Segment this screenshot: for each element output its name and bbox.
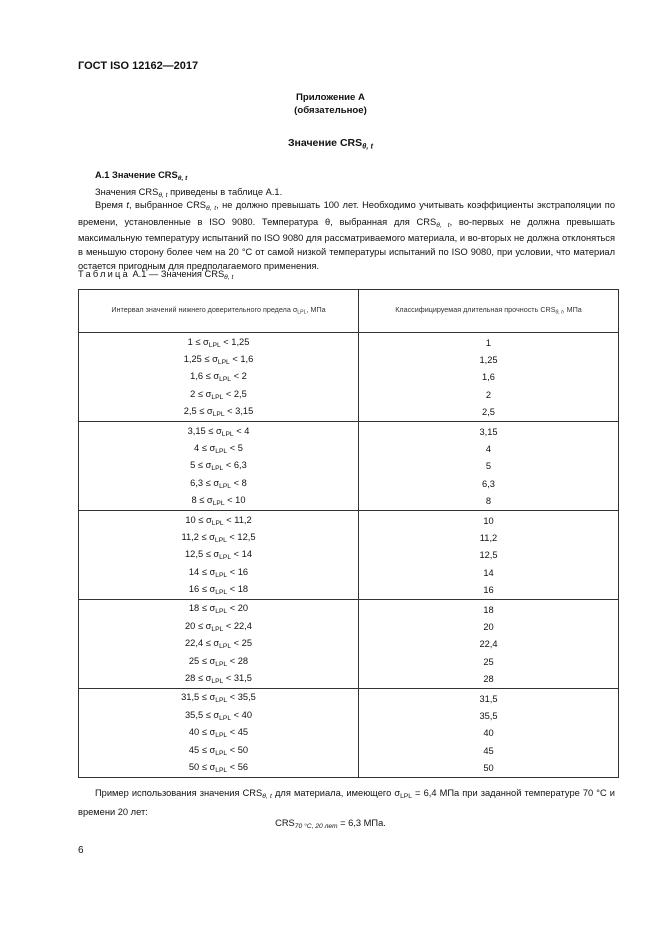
interval-cell [79, 707, 359, 724]
table-row [79, 440, 619, 457]
interval-cell [79, 421, 359, 440]
sigma-symbol: σ [206, 495, 213, 506]
crs-value-cell: 16 [359, 581, 619, 599]
interval-cell [79, 725, 359, 742]
annex-title: Приложение А [296, 92, 365, 103]
interval-lower: 22,4 ≤ [185, 638, 214, 649]
para1-text-a: Значения CRS [95, 187, 159, 197]
crs-value-cell: 4 [359, 440, 619, 457]
sigma-symbol: σ [209, 744, 216, 755]
table-row [79, 707, 619, 724]
crs-value-cell: 1 [359, 333, 619, 352]
example-sub1: θ, t [262, 793, 272, 801]
table-row [79, 636, 619, 653]
interval-upper: < 5 [227, 442, 243, 453]
interval-cell [79, 670, 359, 688]
interval-upper: < 14 [231, 549, 252, 560]
crs-value-cell: 3,15 [359, 421, 619, 440]
para2-text-c: , не должно превышать 100 лет. Необходимо учитывать коэффициенты экстраполяции по времени, установленные в ISO 9080. Температура θ, выбранная для CRS [78, 200, 616, 227]
interval-lower: 1,25 ≤ [183, 354, 213, 365]
subsection-title-sub: θ, t [177, 175, 188, 183]
interval-lower: 50 ≤ [188, 762, 210, 772]
crs-value-cell: 1,6 [359, 369, 619, 386]
interval-upper: < 22,4 [223, 620, 252, 631]
sigma-subscript: LPL [211, 626, 224, 634]
interval-upper: < 3,15 [224, 406, 254, 417]
sigma-symbol: σ [205, 673, 212, 684]
sigma-symbol: σ [213, 549, 220, 560]
sigma-symbol: σ [209, 655, 216, 666]
interval-upper: < 31,5 [223, 673, 252, 684]
interval-cell [79, 440, 359, 457]
interval-cell [79, 475, 359, 492]
sigma-subscript: LPL [219, 376, 232, 384]
col2-header-text: Классифицируемая длительная прочность CRS [395, 304, 556, 314]
sigma-subscript: LPL [211, 393, 224, 401]
interval-upper: < 1,6 [229, 354, 254, 365]
sigma-subscript: LPL [212, 500, 225, 508]
interval-cell [79, 688, 359, 707]
interval-lower: 31,5 ≤ [181, 692, 210, 703]
sigma-symbol: σ [203, 336, 209, 347]
table-row [79, 333, 619, 352]
sigma-subscript: LPL [215, 732, 228, 740]
table-row [79, 688, 619, 707]
interval-lower: 14 ≤ [188, 566, 210, 577]
interval-upper: < 2,5 [223, 388, 247, 399]
interval-upper: < 8 [231, 477, 247, 488]
sigma-symbol: σ [209, 727, 216, 738]
interval-lower: 3,15 ≤ [187, 425, 216, 436]
col1-header-text: Интервал значений нижнего доверительного предела σ [111, 304, 298, 314]
formula-base: CRS [275, 818, 295, 828]
table-row [79, 421, 619, 440]
table-caption-sub: θ, t [224, 274, 234, 282]
interval-upper: < 50 [227, 744, 249, 755]
interval-upper: < 16 [227, 566, 249, 577]
sigma-subscript: LPL [215, 571, 228, 579]
crs-value-cell: 8 [359, 493, 619, 511]
section-title-text: Значение CRS [287, 137, 363, 149]
col1-header-unit: , МПа [306, 304, 326, 314]
interval-upper: < 18 [227, 584, 249, 595]
interval-lower: 1,6 ≤ [190, 371, 214, 382]
table-row [79, 618, 619, 635]
interval-cell [79, 493, 359, 511]
interval-cell [79, 458, 359, 475]
interval-cell [79, 547, 359, 564]
example-text-c: = 6,4 МПа при заданной температуре 70 °С и времени 20 лет: [78, 788, 615, 817]
crs-value-cell: 5 [359, 458, 619, 475]
crs-table [78, 289, 619, 778]
sigma-symbol: σ [209, 442, 216, 453]
annex-heading [0, 92, 661, 117]
table-row [79, 458, 619, 475]
col2-header-sub: θ, t [555, 309, 563, 316]
sigma-symbol: σ [212, 354, 218, 365]
interval-lower: 6,3 ≤ [190, 477, 214, 488]
sigma-symbol: σ [205, 460, 212, 471]
table-row [79, 725, 619, 742]
example-paragraph [78, 786, 615, 819]
formula-rest: = 6,3 МПа. [337, 818, 386, 828]
interval-upper: < 28 [227, 655, 249, 666]
interval-cell [79, 653, 359, 670]
subsection-title-text: А.1 Значение CRS [95, 170, 178, 180]
sigma-subscript: LPL [215, 448, 228, 456]
interval-upper: < 35,5 [227, 692, 256, 703]
interval-upper: < 10 [224, 495, 246, 506]
crs-value-cell: 6,3 [359, 475, 619, 492]
sigma-subscript: LPL [208, 341, 221, 349]
example-text-b: для материала, имеющего σ [271, 788, 401, 798]
sigma-subscript: LPL [211, 465, 224, 473]
crs-value-cell: 22,4 [359, 636, 619, 653]
interval-upper: < 2 [231, 371, 247, 382]
sigma-subscript: LPL [221, 430, 234, 438]
sigma-symbol: σ [215, 425, 222, 436]
interval-cell [79, 618, 359, 635]
interval-lower: 20 ≤ [185, 620, 206, 631]
example-formula [0, 818, 661, 830]
interval-lower: 25 ≤ [188, 655, 210, 666]
table-row [79, 529, 619, 546]
interval-lower: 10 ≤ [185, 514, 206, 525]
table-row [79, 564, 619, 581]
paragraph-2 [78, 199, 615, 273]
interval-cell [79, 333, 359, 352]
table-row [79, 653, 619, 670]
crs-value-cell: 40 [359, 725, 619, 742]
para2-sub2: θ, t [436, 221, 450, 229]
example-sub2: LPL [400, 793, 412, 801]
crs-value-cell: 14 [359, 564, 619, 581]
sigma-symbol: σ [209, 566, 216, 577]
sigma-symbol: σ [205, 388, 212, 399]
interval-lower: 2 ≤ [190, 388, 206, 399]
interval-upper: < 56 [227, 762, 249, 772]
interval-lower: 4 ≤ [194, 442, 210, 453]
crs-value-cell: 25 [359, 653, 619, 670]
sigma-symbol: σ [209, 762, 216, 772]
interval-cell [79, 351, 359, 368]
table-body [79, 333, 619, 778]
standard-header: ГОСТ ISO 12162—2017 [78, 60, 199, 72]
sigma-subscript: LPL [219, 714, 232, 722]
interval-upper: < 12,5 [226, 531, 256, 542]
sigma-symbol: σ [206, 406, 213, 417]
interval-upper: < 4 [233, 425, 250, 436]
interval-cell [79, 404, 359, 422]
sigma-subscript: LPL [215, 608, 228, 616]
para2-text-a: Время [95, 200, 127, 210]
crs-value-cell: 35,5 [359, 707, 619, 724]
table-row [79, 493, 619, 511]
subsection-title [95, 170, 187, 182]
section-title [0, 137, 661, 150]
crs-value-cell: 12,5 [359, 547, 619, 564]
interval-lower: 18 ≤ [188, 603, 210, 614]
crs-value-cell: 20 [359, 618, 619, 635]
table-row [79, 670, 619, 688]
sigma-subscript: LPL [215, 589, 228, 597]
para1-text-b: приведены в таблице А.1. [167, 187, 283, 197]
sigma-subscript: LPL [215, 660, 228, 668]
table-row [79, 599, 619, 618]
sigma-symbol: σ [209, 603, 216, 614]
interval-upper: < 6,3 [223, 460, 247, 471]
table-caption-text: А.1 — Значения CRS [129, 269, 225, 279]
interval-cell [79, 386, 359, 403]
interval-cell [79, 599, 359, 618]
table-row [79, 581, 619, 599]
interval-lower: 40 ≤ [188, 727, 210, 738]
interval-upper: < 40 [231, 709, 252, 720]
interval-cell [79, 369, 359, 386]
interval-lower: 35,5 ≤ [185, 709, 214, 720]
col1-header [79, 290, 359, 333]
col2-header [359, 290, 619, 333]
table-caption [78, 269, 233, 281]
crs-value-cell: 1,25 [359, 351, 619, 368]
table-row [79, 547, 619, 564]
sigma-subscript: LPL [215, 767, 228, 775]
interval-lower: 8 ≤ [191, 495, 207, 506]
table-row [79, 742, 619, 759]
annex-status: (обязательное) [294, 104, 367, 116]
table-row [79, 510, 619, 529]
interval-lower: 5 ≤ [190, 460, 206, 471]
interval-cell [79, 564, 359, 581]
sigma-symbol: σ [209, 692, 216, 703]
sigma-symbol: σ [205, 620, 212, 631]
table-row [79, 351, 619, 368]
crs-value-cell: 10 [359, 510, 619, 529]
interval-upper: < 25 [231, 638, 252, 649]
interval-lower: 12,5 ≤ [185, 549, 214, 560]
sigma-symbol: σ [213, 371, 220, 382]
table-row [79, 404, 619, 422]
sigma-symbol: σ [205, 514, 212, 525]
interval-upper: < 45 [227, 727, 249, 738]
sigma-subscript: LPL [217, 359, 230, 367]
col2-header-unit: , МПа [562, 304, 582, 314]
interval-lower: 1 ≤ [187, 336, 204, 347]
sigma-subscript: LPL [219, 554, 232, 562]
interval-lower: 45 ≤ [188, 744, 210, 755]
sigma-symbol: σ [213, 709, 220, 720]
col1-header-sub: LPL [297, 309, 307, 316]
sigma-subscript: LPL [211, 678, 224, 686]
para2-text-d: , во-первых не должна превышать максимальную температуру испытаний по ISO 9080 для рассматриваемого материала, и во-вторых не должна отклоняться в меньшую сторону более чем на 20 °С от самой низкой температуры испытаний по ISO 9080, при условии, что материал остается пригодным для предполагаемого применения. [78, 216, 616, 271]
table-header-row [79, 290, 619, 333]
crs-value-cell: 28 [359, 670, 619, 688]
interval-lower: 28 ≤ [185, 673, 206, 684]
interval-upper: < 1,25 [220, 336, 250, 347]
sigma-subscript: LPL [215, 749, 228, 757]
para2-sub1: θ, t [206, 205, 217, 213]
interval-cell [79, 529, 359, 546]
sigma-subscript: LPL [219, 643, 232, 651]
interval-cell [79, 742, 359, 759]
sigma-subscript: LPL [214, 537, 227, 545]
interval-cell [79, 581, 359, 599]
interval-lower: 11,2 ≤ [181, 531, 210, 542]
crs-value-cell: 2,5 [359, 404, 619, 422]
table-row [79, 386, 619, 403]
table-row [79, 475, 619, 492]
table-row [79, 759, 619, 777]
crs-value-cell: 31,5 [359, 688, 619, 707]
section-title-sub: θ, t [362, 141, 374, 151]
sigma-symbol: σ [213, 477, 220, 488]
sigma-subscript: LPL [219, 482, 232, 490]
example-text-a: Пример использования значения CRS [95, 788, 263, 798]
interval-upper: < 20 [227, 603, 249, 614]
formula-sub: 70 °С, 20 лет [294, 823, 338, 831]
interval-cell [79, 636, 359, 653]
crs-value-cell: 50 [359, 759, 619, 777]
interval-cell [79, 510, 359, 529]
page-number: 6 [78, 845, 84, 856]
interval-lower: 16 ≤ [188, 584, 210, 595]
sigma-subscript: LPL [215, 697, 228, 705]
para2-text-b: , выбранное CRS [129, 200, 207, 210]
interval-cell [79, 759, 359, 777]
para2-t: t [126, 200, 130, 210]
table-caption-label: Таблица [78, 269, 130, 279]
sigma-symbol: σ [213, 638, 220, 649]
table-row [79, 369, 619, 386]
sigma-subscript: LPL [212, 411, 225, 419]
crs-value-cell: 11,2 [359, 529, 619, 546]
sigma-symbol: σ [209, 531, 215, 542]
crs-value-cell: 45 [359, 742, 619, 759]
interval-upper: < 11,2 [223, 514, 252, 525]
sigma-subscript: LPL [211, 519, 224, 527]
crs-value-cell: 18 [359, 599, 619, 618]
crs-value-cell: 2 [359, 386, 619, 403]
interval-lower: 2,5 ≤ [183, 406, 207, 417]
para1-sub: θ, t [158, 192, 168, 200]
sigma-symbol: σ [209, 584, 216, 595]
